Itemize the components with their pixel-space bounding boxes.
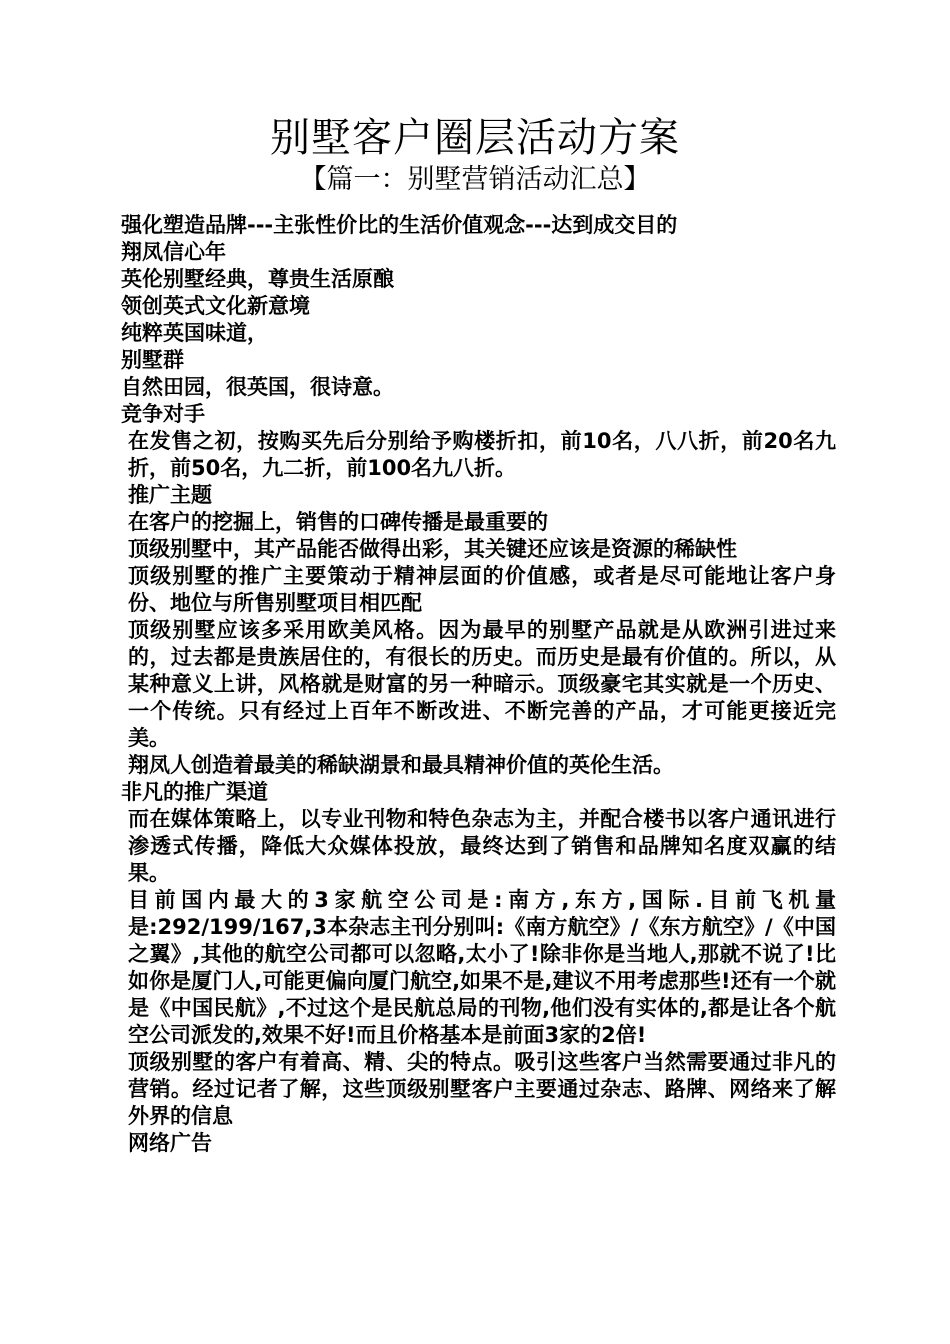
document-title: 别墅客户圈层活动方案	[270, 115, 680, 161]
body-paragraph: 顶级别墅应该多采用欧美风格。因为最早的别墅产品就是从欧洲引进过来的，过去都是贵族居住的，有很长的历史。而历史是最有价值的。所以，从某种意义上讲，风格就是财富的另一种暗示。顶级豪宅其实就是一个历史、一个传统。只有经过上百年不断改进、不断完善的产品，才可能更接近完美。	[128, 618, 836, 750]
body-line: 竞争对手	[121, 402, 205, 426]
body-line: 翔凤信心年	[121, 240, 226, 264]
document-subtitle: 【篇一：别墅营销活动汇总】	[299, 164, 651, 195]
body-line: 强化塑造品牌---主张性价比的生活价值观念---达到成交目的	[121, 213, 678, 237]
body-line: 翔凤人创造着最美的稀缺湖景和最具精神价值的英伦生活。	[128, 753, 674, 777]
body-line: 领创英式文化新意境	[121, 294, 310, 318]
body-line: 顶级别墅中，其产品能否做得出彩，其关键还应该是资源的稀缺性	[128, 537, 737, 561]
body-line: 英伦别墅经典，尊贵生活原酿	[121, 267, 394, 291]
body-line: 别墅群	[121, 348, 184, 372]
body-paragraph: 顶级别墅的客户有着高、精、尖的特点。吸引这些客户当然需要通过非凡的营销。经过记者了解，这些顶级别墅客户主要通过杂志、路牌、网络来了解外界的信息	[128, 1050, 836, 1128]
body-line: 在客户的挖掘上，销售的口碑传播是最重要的	[128, 510, 548, 534]
body-line: 非凡的推广渠道	[121, 780, 268, 804]
document-body	[116, 212, 836, 1157]
body-line: 自然田园，很英国，很诗意。	[121, 375, 394, 399]
body-line: 纯粹英国味道，	[121, 321, 268, 345]
body-paragraph: 在发售之初，按购买先后分别给予购楼折扣，前10名，八八折，前20名九折，前50名，九二折，前100名九八折。	[128, 429, 836, 480]
body-line: 网络广告	[128, 1131, 212, 1155]
body-line: 推广主题	[128, 483, 212, 507]
body-paragraph: 顶级别墅的推广主要策动于精神层面的价值感，或者是尽可能地让客户身份、地位与所售别墅项目相匹配	[128, 564, 836, 615]
body-paragraph: 而在媒体策略上，以专业刊物和特色杂志为主，并配合楼书以客户通讯进行渗透式传播，降低大众媒体投放，最终达到了销售和品牌知名度双赢的结果。	[128, 807, 836, 885]
body-paragraph: 目前国内最大的3家航空公司是:南方,东方,国际.目前飞机量是:292/199/167,3本杂志主刊分别叫:《南方航空》/《东方航空》/《中国之翼》,其他的航空公司都可以忽略,太小了!除非你是当地人,那就不说了!比如你是厦门人,可能更偏向厦门航空,如果不是,建议不用考虑那些!还有一个就是《中国民航》,不过这个是民航总局的刊物,他们没有实体的,都是让各个航空公司派发的,效果不好!而且价格基本是前面3家的2倍!	[128, 888, 836, 1047]
